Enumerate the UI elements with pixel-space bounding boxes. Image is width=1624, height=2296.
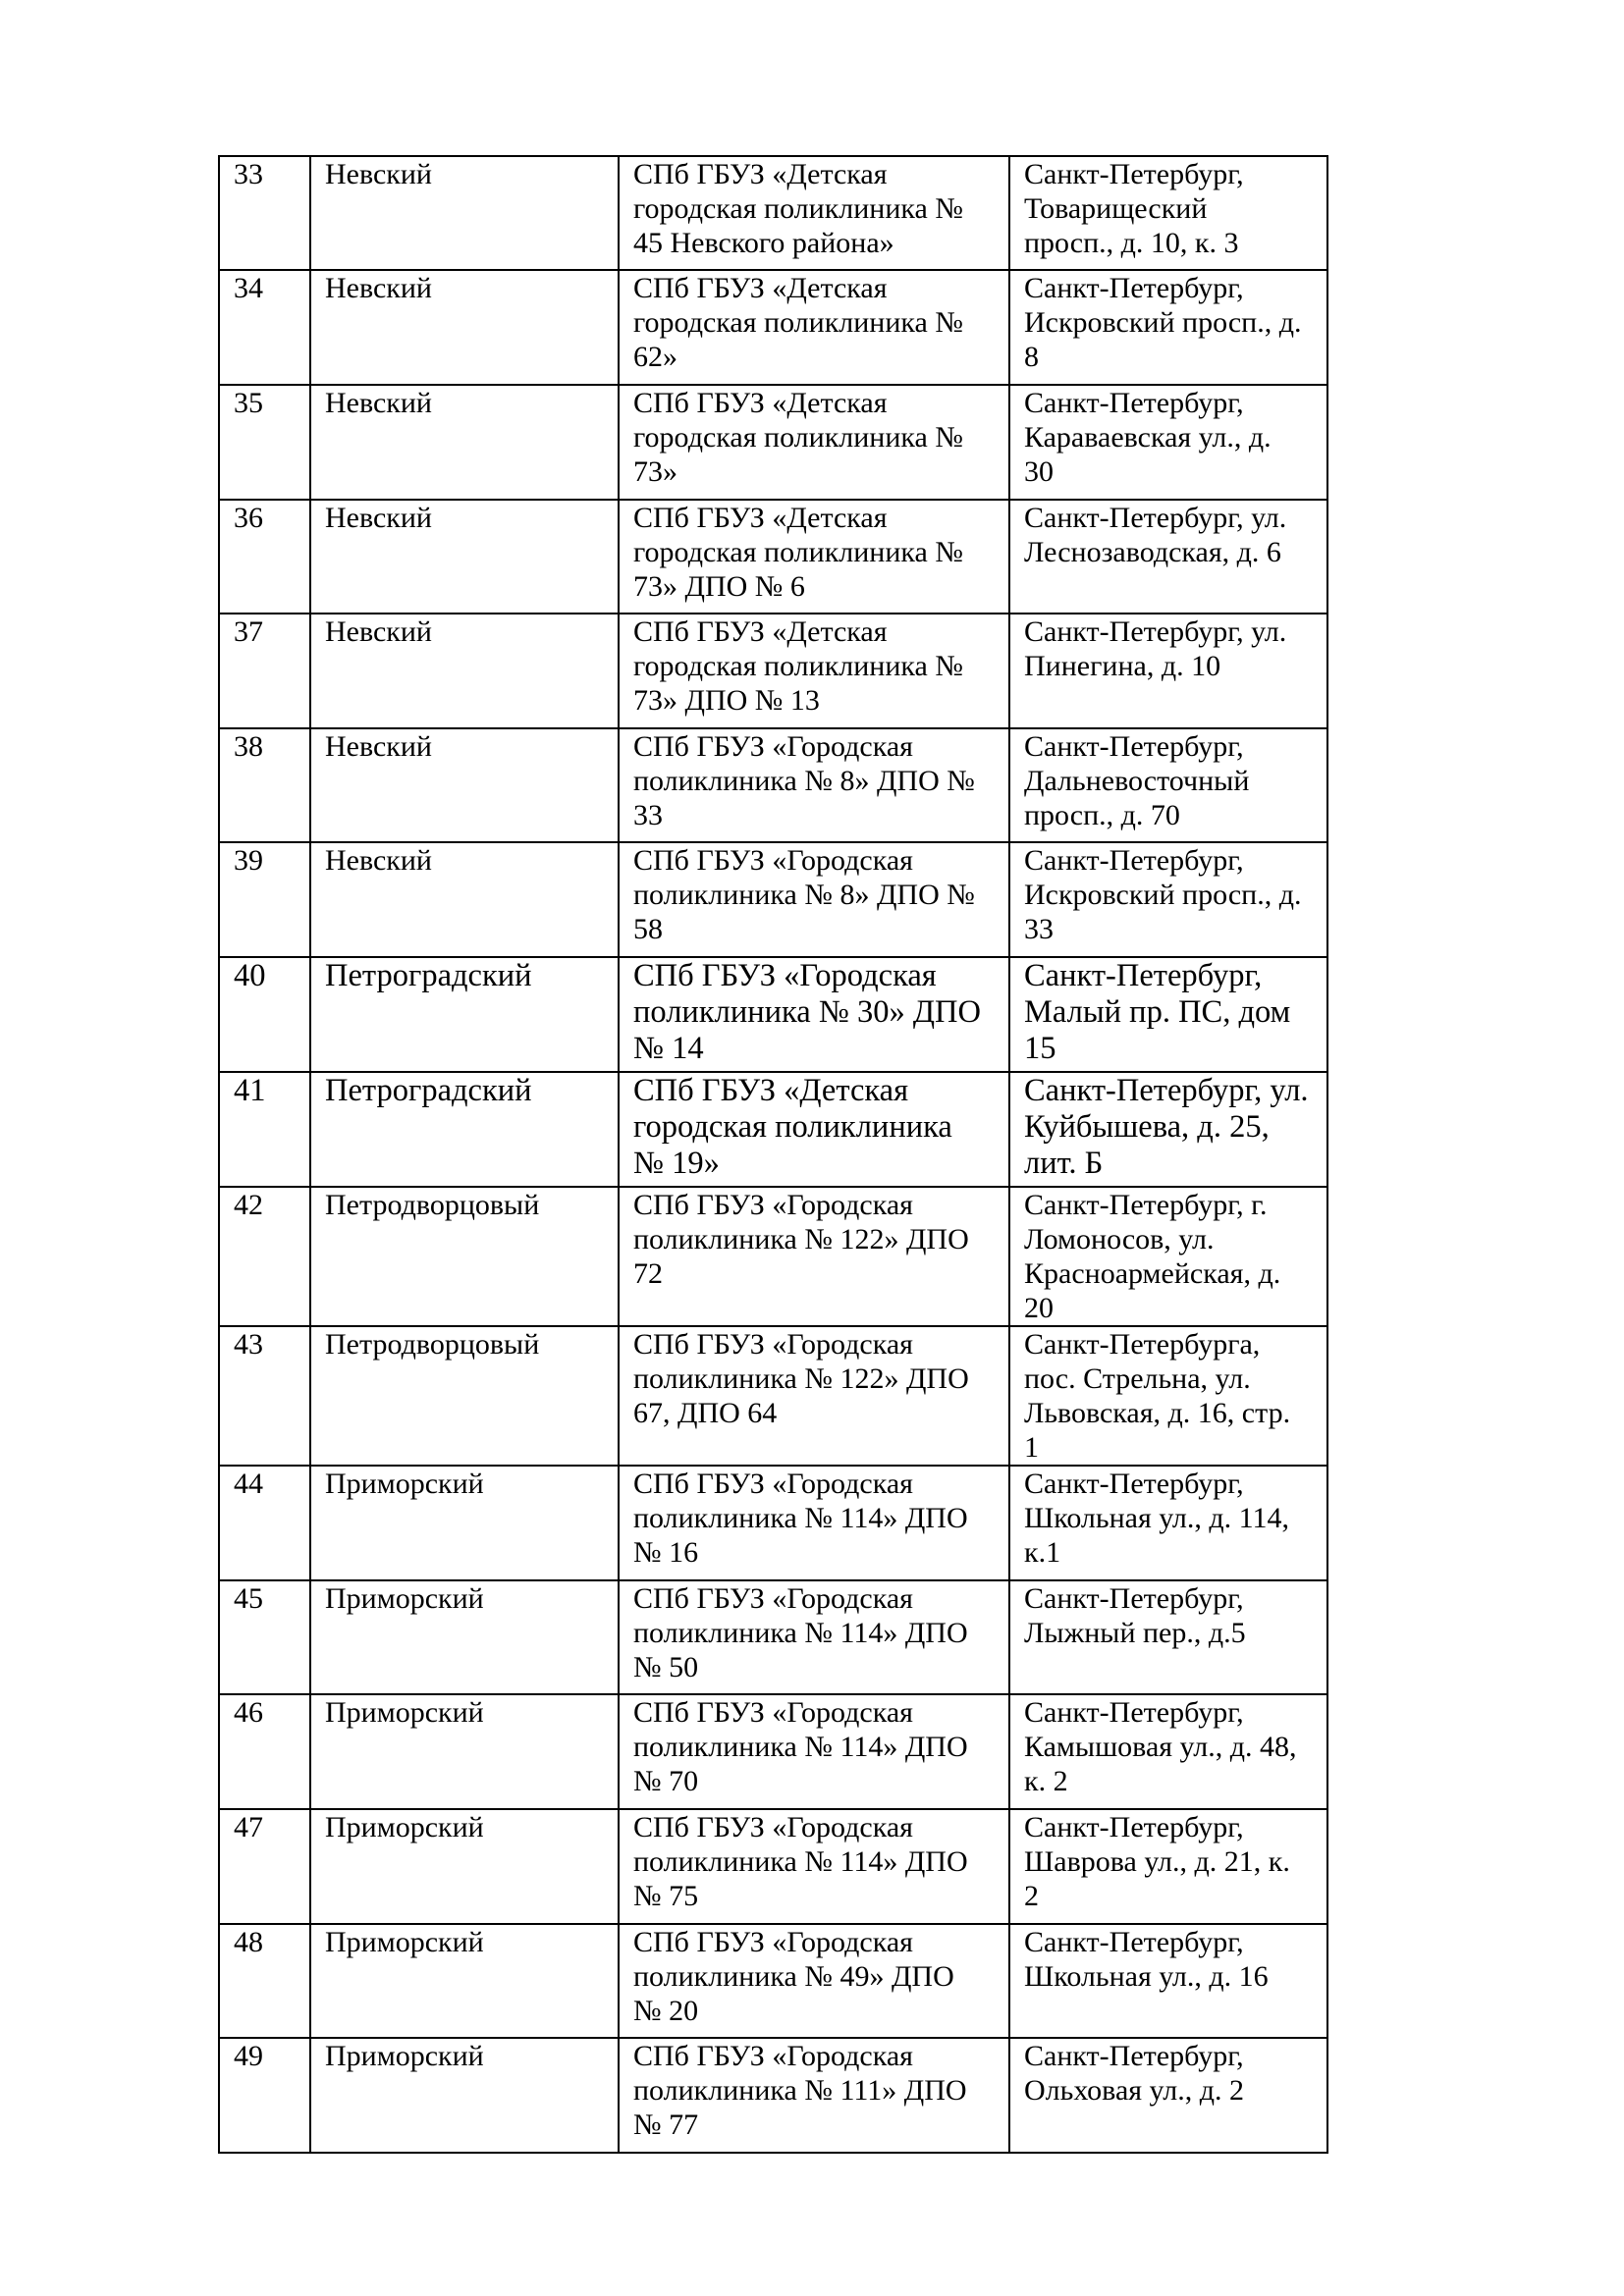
address-line: Санкт-Петербург,: [1024, 1582, 1244, 1615]
district-cell: Приморский: [310, 1580, 619, 1694]
address-line: Санкт-Петербург,: [1024, 1468, 1244, 1500]
address-line: пос. Стрельна, ул.: [1024, 1362, 1251, 1395]
address-cell: [1009, 1072, 1327, 1187]
address-line: к.1: [1024, 1536, 1061, 1569]
table-row: [219, 1326, 1327, 1466]
row-number-cell: 47: [219, 1809, 310, 1924]
table-row: [219, 1580, 1327, 1694]
address-line: просп., д. 10, к. 3: [1024, 227, 1239, 259]
organization-line: городская поликлиника №: [633, 192, 963, 225]
organization-cell: [619, 500, 1009, 614]
organization-line: СПб ГБУЗ «Городская: [633, 1582, 913, 1615]
organization-cell: [619, 1187, 1009, 1326]
address-cell: [1009, 1924, 1327, 2038]
clinics-table: [218, 155, 1328, 2154]
address-line: Школьная ул., д. 114,: [1024, 1502, 1290, 1534]
district-cell: Петроградский: [310, 1072, 619, 1187]
district-cell: Приморский: [310, 1924, 619, 2038]
organization-line: городская поликлиника №: [633, 306, 963, 339]
organization-line: поликлиника № 49» ДПО: [633, 1960, 954, 1993]
organization-line: поликлиника № 114» ДПО: [633, 1502, 968, 1534]
address-cell: [1009, 2038, 1327, 2153]
address-line: к. 2: [1024, 1765, 1068, 1797]
organization-line: 58: [633, 913, 663, 945]
organization-cell: [619, 728, 1009, 842]
table-row: [219, 728, 1327, 842]
address-line: Санкт-Петербург,: [1024, 158, 1244, 190]
address-cell: [1009, 957, 1327, 1072]
organization-line: № 77: [633, 2109, 699, 2141]
row-number-cell: 37: [219, 614, 310, 728]
address-line: 2: [1024, 1880, 1039, 1912]
district-cell: Приморский: [310, 1809, 619, 1924]
organization-line: 73» ДПО № 6: [633, 570, 805, 603]
organization-line: СПб ГБУЗ «Городская: [633, 1926, 913, 1958]
organization-line: № 16: [633, 1536, 699, 1569]
organization-line: городская поликлиника: [633, 1109, 952, 1145]
table-row: [219, 1466, 1327, 1580]
organization-line: 62»: [633, 341, 677, 373]
organization-line: 45 Невского района»: [633, 227, 894, 259]
organization-cell: [619, 1072, 1009, 1187]
row-number-cell: 36: [219, 500, 310, 614]
district-cell: Приморский: [310, 2038, 619, 2153]
organization-line: поликлиника № 122» ДПО: [633, 1362, 969, 1395]
organization-line: № 20: [633, 1995, 699, 2027]
organization-line: поликлиника № 8» ДПО №: [633, 765, 975, 797]
address-line: Санкт-Петербурга,: [1024, 1328, 1261, 1361]
district-cell: Приморский: [310, 1466, 619, 1580]
table-row: [219, 156, 1327, 270]
address-line: 33: [1024, 913, 1054, 945]
address-cell: [1009, 156, 1327, 270]
table-row: [219, 614, 1327, 728]
address-line: Санкт-Петербург,: [1024, 387, 1244, 419]
organization-cell: [619, 156, 1009, 270]
organization-line: № 50: [633, 1651, 699, 1683]
row-number-cell: 45: [219, 1580, 310, 1694]
address-cell: [1009, 728, 1327, 842]
district-cell: Невский: [310, 500, 619, 614]
address-cell: [1009, 1580, 1327, 1694]
organization-line: поликлиника № 8» ДПО №: [633, 879, 975, 911]
address-cell: [1009, 1466, 1327, 1580]
organization-line: 73»: [633, 455, 677, 488]
address-line: Леснозаводская, д. 6: [1024, 536, 1281, 568]
address-line: Санкт-Петербург, ул.: [1024, 502, 1287, 534]
district-cell: Невский: [310, 270, 619, 385]
organization-line: городская поликлиника №: [633, 421, 963, 454]
address-line: просп., д. 70: [1024, 799, 1180, 831]
address-line: Санкт-Петербург,: [1024, 2040, 1244, 2072]
row-number-cell: 44: [219, 1466, 310, 1580]
organization-cell: [619, 1580, 1009, 1694]
row-number-cell: 49: [219, 2038, 310, 2153]
address-line: Санкт-Петербург,: [1024, 1811, 1244, 1843]
address-cell: [1009, 270, 1327, 385]
organization-line: поликлиника № 114» ДПО: [633, 1845, 968, 1878]
row-number-cell: 41: [219, 1072, 310, 1187]
address-line: Шаврова ул., д. 21, к.: [1024, 1845, 1290, 1878]
organization-line: № 75: [633, 1880, 699, 1912]
organization-line: СПб ГБУЗ «Детская: [633, 502, 888, 534]
organization-line: СПб ГБУЗ «Городская: [633, 958, 937, 993]
address-line: 8: [1024, 341, 1039, 373]
address-cell: [1009, 500, 1327, 614]
organization-line: 67, ДПО 64: [633, 1397, 778, 1429]
table-row: [219, 385, 1327, 500]
address-line: Санкт-Петербург,: [1024, 1696, 1244, 1729]
table-row: [219, 500, 1327, 614]
table-row: [219, 2038, 1327, 2153]
address-line: Лыжный пер., д.5: [1024, 1617, 1246, 1649]
table-row: [219, 1187, 1327, 1326]
row-number-cell: 42: [219, 1187, 310, 1326]
organization-cell: [619, 270, 1009, 385]
address-line: Дальневосточный: [1024, 765, 1250, 797]
address-line: 15: [1024, 1031, 1056, 1066]
organization-line: № 70: [633, 1765, 699, 1797]
organization-line: поликлиника № 111» ДПО: [633, 2074, 967, 2107]
address-cell: [1009, 1694, 1327, 1809]
address-line: Искровский просп., д.: [1024, 306, 1302, 339]
row-number-cell: 35: [219, 385, 310, 500]
organization-line: СПб ГБУЗ «Детская: [633, 1073, 909, 1108]
organization-cell: [619, 614, 1009, 728]
address-line: Санкт-Петербург,: [1024, 1926, 1244, 1958]
address-line: Красноармейская, д.: [1024, 1257, 1281, 1290]
organization-line: СПб ГБУЗ «Городская: [633, 730, 913, 763]
row-number-cell: 48: [219, 1924, 310, 2038]
address-line: Санкт-Петербург,: [1024, 958, 1263, 993]
address-line: Искровский просп., д.: [1024, 879, 1302, 911]
address-line: Санкт-Петербург, ул.: [1024, 1073, 1309, 1108]
address-line: 30: [1024, 455, 1054, 488]
organization-line: городская поликлиника №: [633, 650, 963, 682]
district-cell: Невский: [310, 156, 619, 270]
organization-line: СПб ГБУЗ «Детская: [633, 387, 888, 419]
address-cell: [1009, 1809, 1327, 1924]
organization-cell: [619, 1466, 1009, 1580]
address-line: Ломоносов, ул.: [1024, 1223, 1215, 1255]
clinics-table-body: [219, 156, 1327, 2153]
address-line: Санкт-Петербург, г.: [1024, 1189, 1268, 1221]
address-line: Ольховая ул., д. 2: [1024, 2074, 1244, 2107]
district-cell: Петроградский: [310, 957, 619, 1072]
row-number-cell: 40: [219, 957, 310, 1072]
organization-line: СПб ГБУЗ «Городская: [633, 1468, 913, 1500]
organization-line: № 14: [633, 1031, 704, 1066]
organization-line: поликлиника № 30» ДПО: [633, 994, 981, 1030]
address-line: Камышовая ул., д. 48,: [1024, 1731, 1297, 1763]
address-line: лит. Б: [1024, 1146, 1104, 1181]
organization-line: СПб ГБУЗ «Детская: [633, 615, 888, 648]
district-cell: Невский: [310, 385, 619, 500]
address-line: 1: [1024, 1431, 1039, 1464]
organization-line: СПб ГБУЗ «Городская: [633, 844, 913, 877]
table-row: [219, 1694, 1327, 1809]
address-line: 20: [1024, 1292, 1054, 1324]
district-cell: Приморский: [310, 1694, 619, 1809]
row-number-cell: 46: [219, 1694, 310, 1809]
organization-cell: [619, 2038, 1009, 2153]
organization-line: СПб ГБУЗ «Городская: [633, 1696, 913, 1729]
organization-line: 33: [633, 799, 663, 831]
organization-line: № 19»: [633, 1146, 720, 1181]
organization-cell: [619, 385, 1009, 500]
address-line: Школьная ул., д. 16: [1024, 1960, 1269, 1993]
row-number-cell: 43: [219, 1326, 310, 1466]
organization-line: 72: [633, 1257, 663, 1290]
address-line: Санкт-Петербург,: [1024, 844, 1244, 877]
table-row: [219, 1924, 1327, 2038]
organization-cell: [619, 1809, 1009, 1924]
organization-cell: [619, 842, 1009, 957]
table-row: [219, 1809, 1327, 1924]
organization-line: поликлиника № 122» ДПО: [633, 1223, 969, 1255]
district-cell: Невский: [310, 614, 619, 728]
address-line: Караваевская ул., д.: [1024, 421, 1272, 454]
table-row: [219, 1072, 1327, 1187]
table-row: [219, 270, 1327, 385]
address-line: Куйбышева, д. 25,: [1024, 1109, 1270, 1145]
address-line: Львовская, д. 16, стр.: [1024, 1397, 1291, 1429]
row-number-cell: 33: [219, 156, 310, 270]
organization-cell: [619, 957, 1009, 1072]
address-cell: [1009, 1326, 1327, 1466]
organization-cell: [619, 1694, 1009, 1809]
table-row: [219, 842, 1327, 957]
organization-line: поликлиника № 114» ДПО: [633, 1731, 968, 1763]
organization-line: СПб ГБУЗ «Городская: [633, 2040, 913, 2072]
address-cell: [1009, 385, 1327, 500]
district-cell: Невский: [310, 842, 619, 957]
address-line: Товарищеский: [1024, 192, 1208, 225]
district-cell: Невский: [310, 728, 619, 842]
address-cell: [1009, 842, 1327, 957]
organization-line: СПб ГБУЗ «Городская: [633, 1811, 913, 1843]
organization-line: СПб ГБУЗ «Городская: [633, 1189, 913, 1221]
organization-line: СПб ГБУЗ «Детская: [633, 272, 888, 304]
row-number-cell: 39: [219, 842, 310, 957]
address-line: Малый пр. ПС, дом: [1024, 994, 1291, 1030]
district-cell: Петродворцовый: [310, 1187, 619, 1326]
organization-line: СПб ГБУЗ «Городская: [633, 1328, 913, 1361]
address-line: Пинегина, д. 10: [1024, 650, 1221, 682]
address-line: Санкт-Петербург,: [1024, 730, 1244, 763]
organization-cell: [619, 1326, 1009, 1466]
row-number-cell: 38: [219, 728, 310, 842]
address-cell: [1009, 1187, 1327, 1326]
table-row: [219, 957, 1327, 1072]
organization-line: 73» ДПО № 13: [633, 684, 820, 717]
address-line: Санкт-Петербург,: [1024, 272, 1244, 304]
organization-cell: [619, 1924, 1009, 2038]
organization-line: поликлиника № 114» ДПО: [633, 1617, 968, 1649]
address-cell: [1009, 614, 1327, 728]
organization-line: городская поликлиника №: [633, 536, 963, 568]
district-cell: Петродворцовый: [310, 1326, 619, 1466]
address-line: Санкт-Петербург, ул.: [1024, 615, 1287, 648]
row-number-cell: 34: [219, 270, 310, 385]
organization-line: СПб ГБУЗ «Детская: [633, 158, 888, 190]
